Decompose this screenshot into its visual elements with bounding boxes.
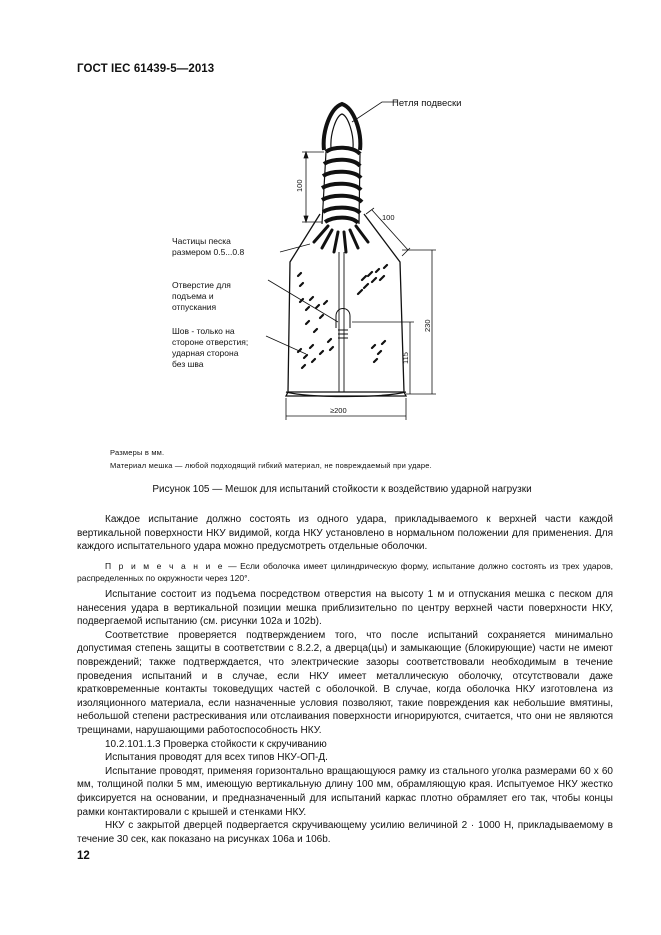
note-block xyxy=(77,560,613,585)
standard-code: ГОСТ IEC 61439-5—2013 xyxy=(77,63,215,75)
body-text-main xyxy=(77,588,613,846)
label-opening-1: Отверстие для xyxy=(172,280,231,290)
hanging-loop xyxy=(324,104,361,150)
figure-note-units: Размеры в мм. xyxy=(110,448,165,457)
body-text-top xyxy=(77,513,613,554)
label-seam-1: Шов - только на xyxy=(172,326,235,336)
note-text: — Если оболочка имеет цилиндрическую форму, испытание должно состоять из трех ударов, распределенных по окружности через 120°. xyxy=(77,561,613,584)
paragraph-7: НКУ с закрытой дверцей подвергается скручивающему усилию величиной 2 · 1000 Н, прикладываемому в течение 30 сек, как показано на рисунках 106а и 106b. xyxy=(77,820,613,845)
paragraph-1: Каждое испытание должно состоять из одного удара, прикладываемого к верхней части каждой вертикальной поверхности НКУ видимой, когда НКУ установлено в нормальном положении для применения. Для каждого испытательного удара можно предусмотреть отдельные оболочки. xyxy=(77,514,613,553)
lift-opening xyxy=(336,309,350,339)
dim-label-100-diagonal: 100 xyxy=(382,213,395,222)
paragraph-5: Испытания проводят для всех типов НКУ-ОП-Д. xyxy=(105,752,328,764)
coiled-rope xyxy=(322,148,362,223)
label-seam-3: ударная сторона xyxy=(172,348,239,358)
leader-lines xyxy=(266,102,398,354)
section-heading: 10.2.101.1.3 Проверка стойкости к скручиванию xyxy=(105,738,327,750)
label-seam-4: без шва xyxy=(172,359,204,369)
label-seam-2: стороне отверстия; xyxy=(172,337,249,347)
label-particles-1: Частицы песка xyxy=(172,236,231,246)
dim-label-115: 115 xyxy=(401,352,410,364)
sandbag-figure xyxy=(110,92,550,432)
dim-label-230: 230 xyxy=(423,319,432,332)
page-number: 12 xyxy=(77,850,90,862)
note-label: П р и м е ч а н и е xyxy=(105,561,225,571)
center-seam xyxy=(339,252,344,392)
label-opening-3: отпускания xyxy=(172,302,217,312)
label-loop: Петля подвески xyxy=(392,98,462,109)
paragraph-6: Испытание проводят, применяя горизонтально вращающуюся рамку из стального уголка размерами 60 х 60 мм, толщиной полки 5 мм, имеющую вертикальную длину 100 мм, обрамляющую края. Испытуемое НКУ жестко фиксируется на основании, и предназначенный для испытаний каркас плотно обрамляет его так, чтобы концы рамки контактировали с крышей и стенками НКУ. xyxy=(77,765,613,818)
dim-label-100-vertical: 100 xyxy=(295,179,304,192)
label-particles-2: размером 0.5...0.8 xyxy=(172,247,245,257)
label-opening-2: подъема и xyxy=(172,291,214,301)
paragraph-3: Соответствие проверяется подтверждением того, что после испытаний сохраняется минимально допустимая степень защиты в соответствии с 8.2.2, а дверца(цы) и замыкающие (блокирующие) части не имеют повреждений; также подтверждается, что электрические зазоры соответствовали необходимым в течение проведения испытаний и в случае, если НКУ имеет металлическую оболочку, отсутствовали даже кратковременные контакты токоведущих частей с оболочкой. В случае, когда оболочка НКУ изготовлена из изоляционного материала, если назначенные условия позволяют, такие повреждения как небольшие вмятины, небольшой степени растрескивания или отслаивания поверхности игнорируются, считается, что они не являются трещинами, нарушающими работоспособность НКУ. xyxy=(77,629,613,736)
figure-note-material: Материал мешка — любой подходящий гибкий материал, не повреждаемый при ударе. xyxy=(110,461,432,470)
dim-rope-length xyxy=(302,152,324,222)
paragraph-2: Испытание состоит из подъема посредством отверстия на высоту 1 м и отпускания мешка с песком для нанесения удара в вертикальной позиции мешка приблизительно по центру верхней части поверхности НКУ, подвергаемой испытанию (см. рисунки 102a и 102b). xyxy=(77,589,613,628)
bag-folds xyxy=(314,226,368,252)
figure-caption: Рисунок 105 — Мешок для испытаний стойкости к воздействию ударной нагрузки xyxy=(152,484,532,495)
dim-label-200: ≥200 xyxy=(330,406,347,415)
sand-particles xyxy=(298,265,387,368)
